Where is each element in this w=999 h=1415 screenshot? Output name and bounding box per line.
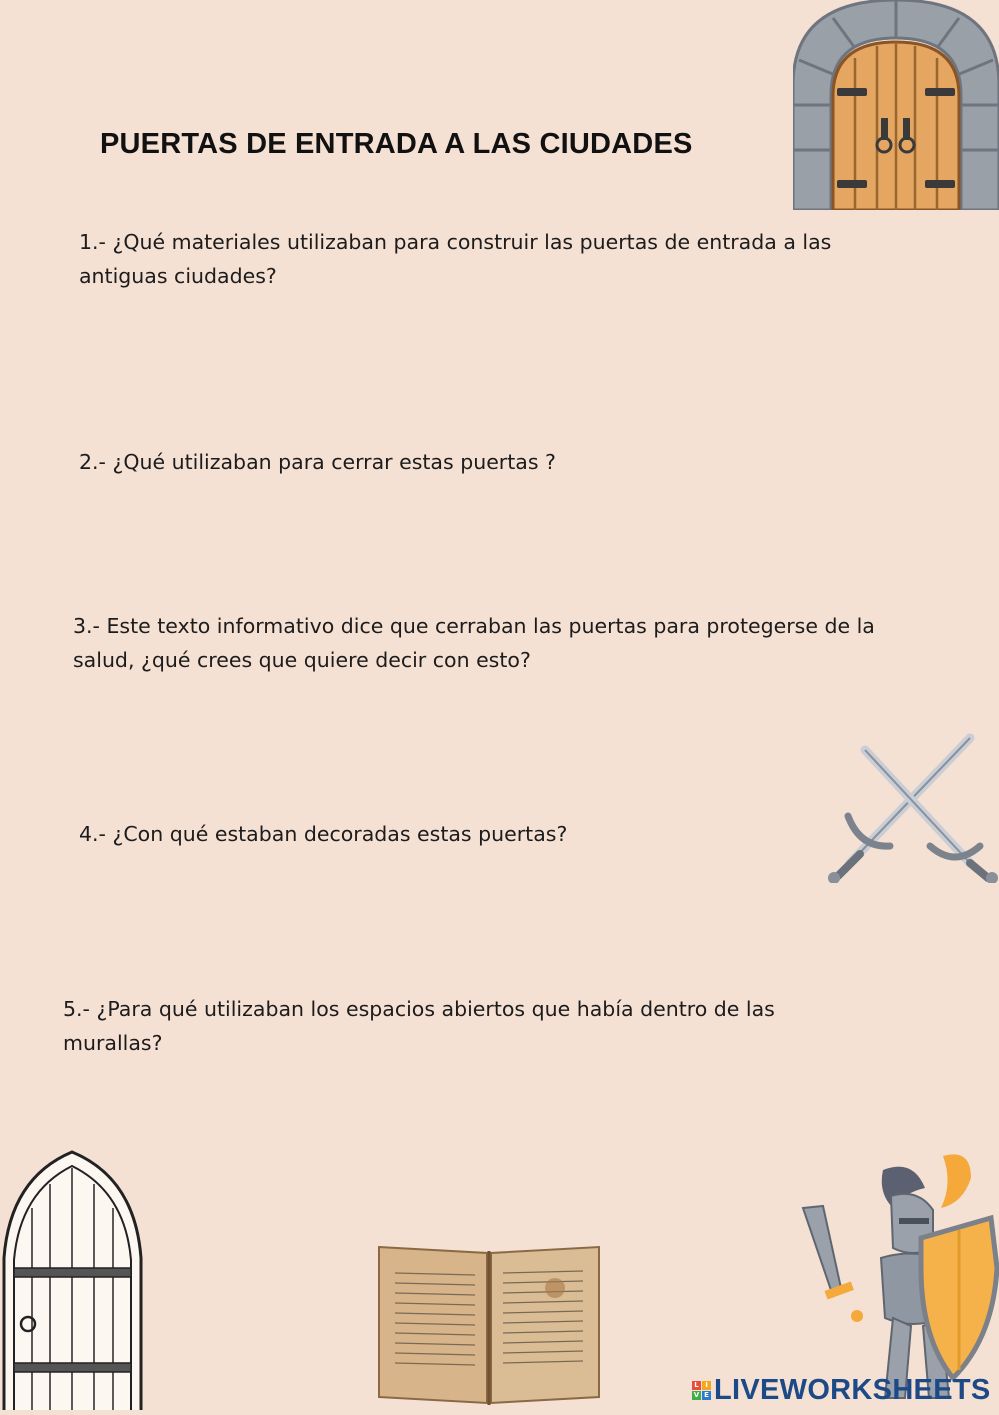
question-2-line-1: 2.- ¿Qué utilizaban para cerrar estas puertas ?	[79, 450, 556, 474]
logo-letter-v: V	[693, 1391, 700, 1399]
question-1-line-2: antiguas ciudades?	[79, 264, 277, 288]
question-4	[79, 817, 799, 851]
logo-letter-e: E	[702, 1391, 711, 1400]
sketched-wooden-door-icon	[0, 1148, 145, 1410]
logo-letter-i: I	[702, 1381, 711, 1390]
question-3-line-2: salud, ¿qué crees que quiere decir con esto?	[73, 648, 531, 672]
question-1	[79, 225, 899, 293]
wooden-castle-door-icon	[793, 0, 999, 210]
open-old-book-icon	[375, 1243, 603, 1408]
page-title: PUERTAS DE ENTRADA A LAS CIUDADES	[100, 128, 693, 160]
question-5-line-1: 5.- ¿Para qué utilizaban los espacios abiertos que había dentro de las	[63, 997, 775, 1021]
liveworksheets-logo-icon	[692, 1381, 711, 1400]
question-4-line-1: 4.- ¿Con qué estaban decoradas estas puertas?	[79, 822, 568, 846]
question-2	[79, 445, 899, 479]
watermark-text: LIVEWORKSHEETS	[714, 1374, 991, 1406]
crossed-swords-icon	[820, 728, 999, 883]
question-3	[73, 609, 943, 677]
question-5-line-2: murallas?	[63, 1031, 163, 1055]
liveworksheets-watermark	[692, 1374, 991, 1407]
question-5	[63, 992, 883, 1060]
question-3-line-1: 3.- Este texto informativo dice que cerraban las puertas para protegerse de la	[73, 614, 875, 638]
question-1-line-1: 1.- ¿Qué materiales utilizaban para construir las puertas de entrada a las	[79, 230, 832, 254]
logo-letter-l: L	[692, 1381, 701, 1390]
armored-knight-icon	[793, 1148, 999, 1410]
